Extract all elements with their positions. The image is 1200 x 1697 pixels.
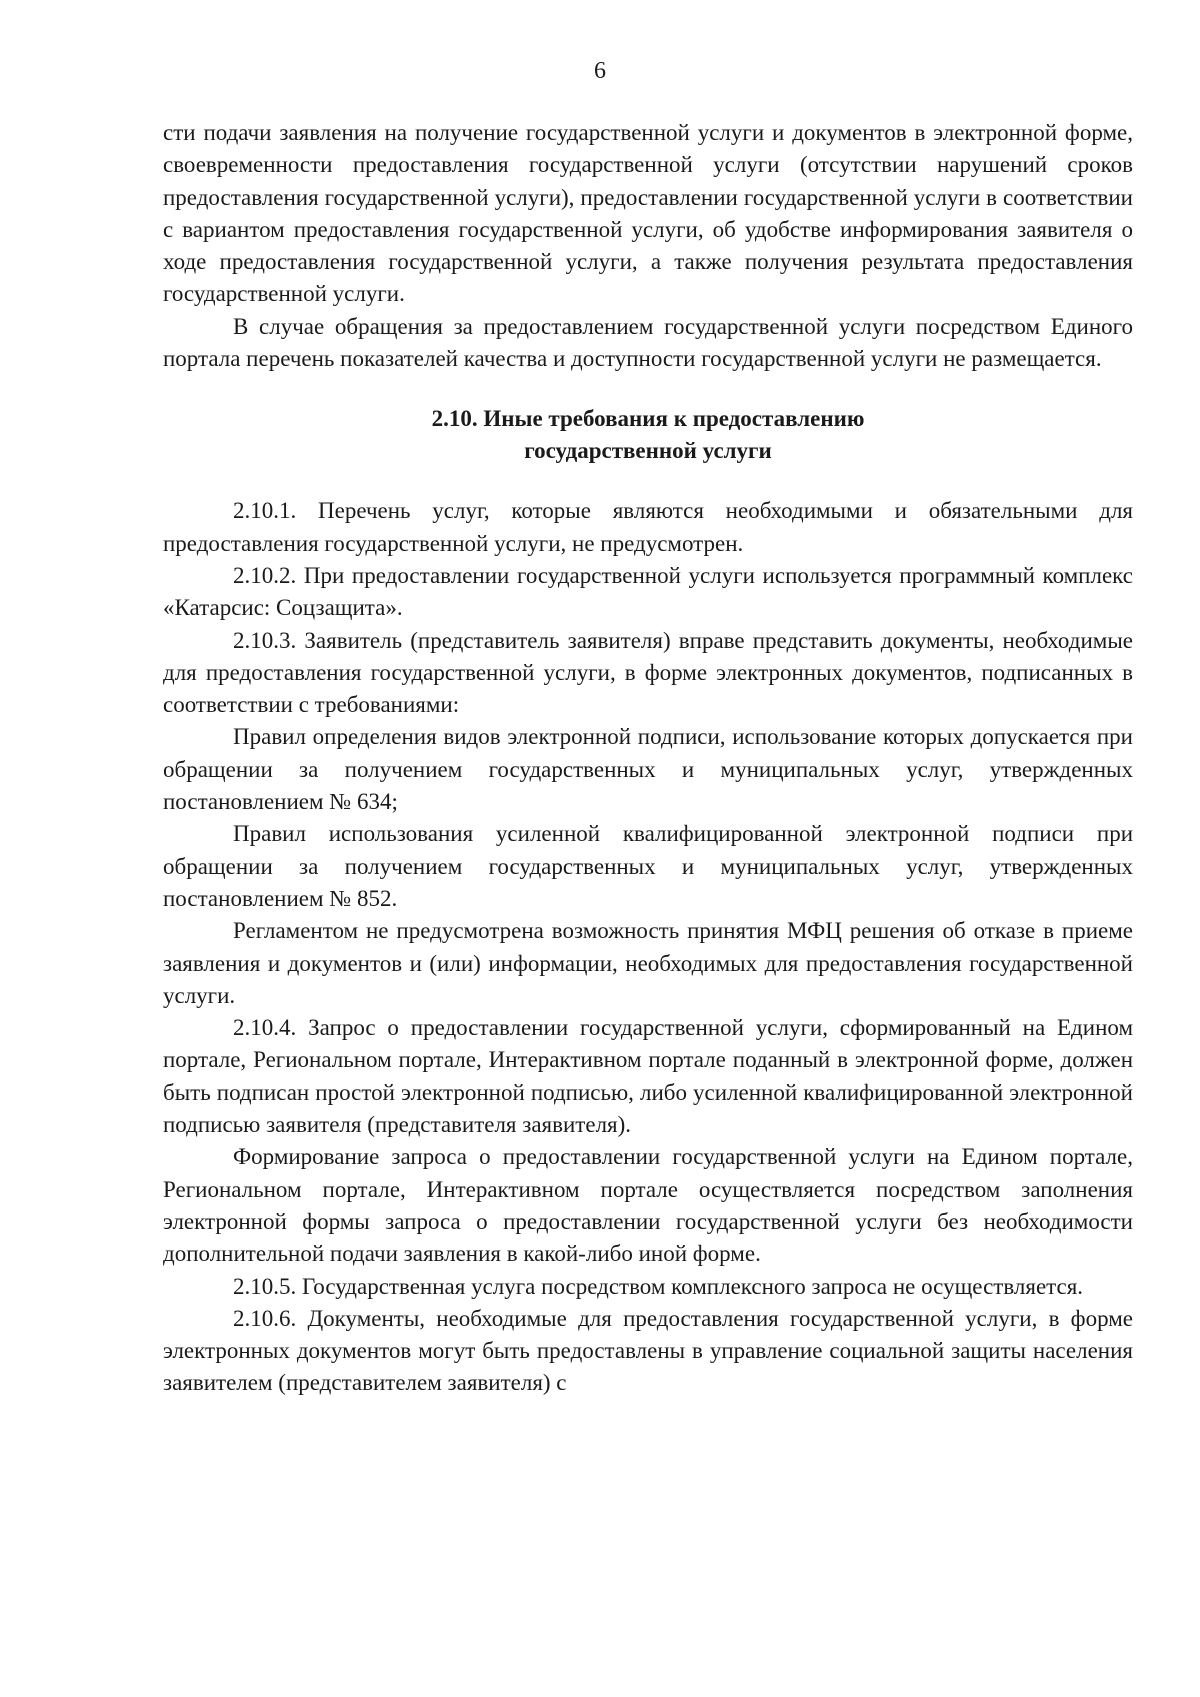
paragraph: 2.10.3. Заявитель (представитель заявителя) вправе представить документы, необходимые для предоставления государственной услуги, в форме электронных документов, подписанных в соответствии с требованиями: — [163, 627, 1133, 718]
section-heading-line: государственной услуги — [524, 438, 772, 464]
paragraph: 2.10.6. Документы, необходимые для предоставления государственной услуги, в форме электронных документов могут быть предоставлены в управление социальной защиты населения заявителем (представителем заявителя) с — [163, 1305, 1133, 1396]
paragraph: 2.10.1. Перечень услуг, которые являются необходимыми и обязательными для предоставления государственной услуги, не предусмотрен. — [163, 498, 1133, 556]
paragraph: Правил определения видов электронной подписи, использование которых допускается при обращении за получением государственных и муниципальных услуг, утвержденных постановлением № 634; — [163, 724, 1133, 815]
section-heading — [163, 403, 1133, 467]
paragraph: Правил использования усиленной квалифицированной электронной подписи при обращении за получением государственных и муниципальных услуг, утвержденных постановлением № 852. — [163, 821, 1133, 911]
document-body — [163, 117, 1133, 1400]
paragraph: 2.10.4. Запрос о предоставлении государственной услуги, сформированный на Едином портале, Региональном портале, Интерактивном портале поданный в электронной форме, должен быть подписан простой электронной подписью, либо усиленной квалифицированной электронной подписью заявителя (представителя заявителя). — [163, 1015, 1133, 1138]
paragraph: сти подачи заявления на получение государственной услуги и документов в электронной форме, своевременности предоставления государственной услуги (отсутствии нарушений сроков предоставления государственной услуги), предоставлении государственной услуги в соответствии с вариантом предоставления государственной услуги, об удобстве информирования заявителя о ходе предоставления государственной услуги, а также получения результата предоставления государственной услуги. — [163, 120, 1133, 307]
paragraph: 2.10.5. Государственная услуга посредством комплексного запроса не осуществляется. — [233, 1273, 1084, 1299]
section-heading-line: 2.10. Иные требования к предоставлению — [431, 406, 865, 432]
paragraph: 2.10.2. При предоставлении государственной услуги используется программный комплекс «Катарсис: Соцзащита». — [163, 562, 1133, 621]
paragraph: Формирование запроса о предоставлении государственной услуги на Едином портале, Региональном портале, Интерактивном портале осуществляется посредством заполнения электронной формы запроса о предоставлении государственной услуги без необходимости дополнительной подачи заявления в какой-либо иной форме. — [163, 1144, 1133, 1267]
page-number: 6 — [594, 58, 606, 84]
paragraph: Регламентом не предусмотрена возможность принятия МФЦ решения об отказе в приеме заявления и документов и (или) информации, необходимых для предоставления государственной услуги. — [163, 918, 1133, 1008]
paragraph: В случае обращения за предоставлением государственной услуги посредством Единого портала перечень показателей качества и доступности государственной услуги не размещается. — [163, 313, 1133, 372]
